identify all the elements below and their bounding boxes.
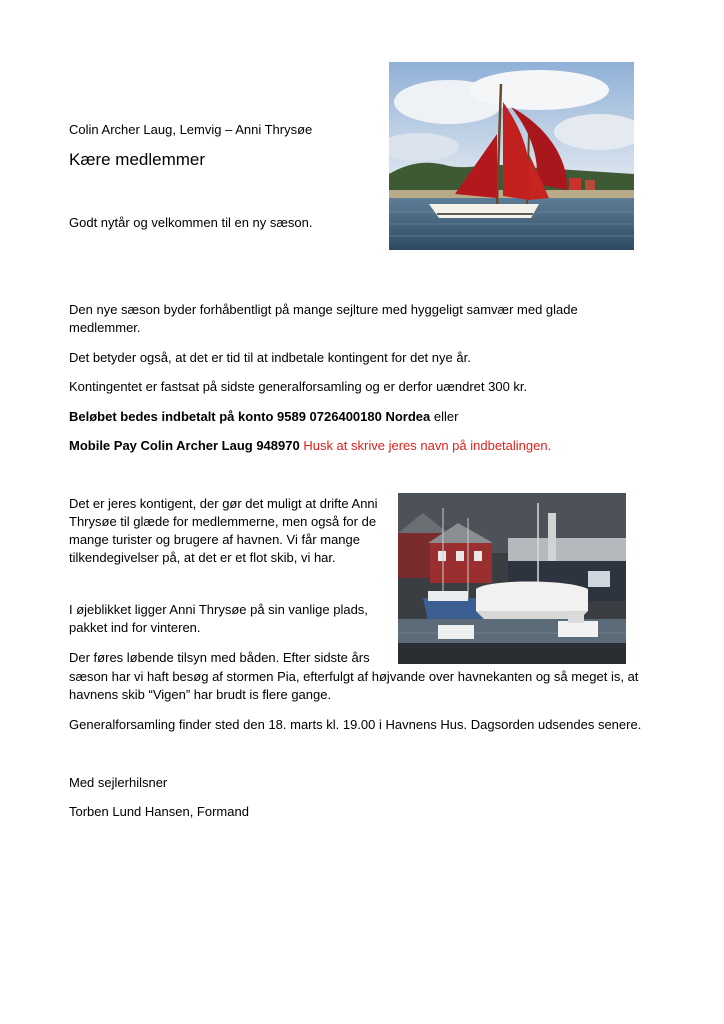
harbour-photo (398, 493, 626, 664)
paragraph-general-assembly: Generalforsamling finder sted den 18. marts kl. 19.00 i Havnens Hus. Dagsorden udsendes senere. (69, 717, 642, 732)
paragraph-storm: sæson har vi haft besøg af stormen Pia, efterfulgt af højvande over havnekanten og så meget is, at havnens skib “Vigen” har brudt is flere gange. (69, 669, 639, 702)
bank-account-text: Beløbet bedes indbetalt på konto 9589 0726400180 Nordea (69, 409, 431, 424)
closing-salutation: Med sejlerhilsner (69, 775, 168, 790)
mobile-pay-text: Mobile Pay Colin Archer Laug 948970 (69, 438, 300, 453)
sailing-ship-photo (389, 62, 634, 250)
payment-bank-line (69, 408, 689, 426)
organization-line: Colin Archer Laug, Lemvig – Anni Thrysøe (69, 122, 313, 137)
signature: Torben Lund Hansen, Formand (69, 804, 249, 819)
payment-mobile-line (69, 437, 709, 455)
paragraph-fee-time: Det betyder også, at det er tid til at indbetale kontingent for det nye år. (69, 350, 471, 365)
paragraph-season: Den nye sæson byder forhåbentligt på mange sejlture med hyggeligt samvær med glade medlemmer. (69, 302, 578, 335)
greeting: Godt nytår og velkommen til en ny sæson. (69, 215, 313, 230)
payment-reminder: Husk at skrive jeres navn på indbetalingen. (299, 438, 552, 453)
paragraph-inspection-start: Der føres løbende tilsyn med båden. Efter sidste års (69, 650, 370, 665)
page-title: Kære medlemmer (69, 150, 206, 169)
paragraph-contribution: Det er jeres kontigent, der gør det muligt at drifte Anni Thrysøe til glæde for medlemmerne, men også for de mange turister og brugere af havnen. Vi får mange tilkendegivelser på, at det er et flot skib, vi har. (69, 496, 378, 565)
paragraph-fee-amount: Kontingentet er fastsat på sidste generalforsamling og er derfor uændret 300 kr. (69, 379, 528, 394)
paragraph-winter-place: I øjeblikket ligger Anni Thrysøe på sin vanlige plads, pakket ind for vinteren. (69, 602, 368, 635)
bank-line-tail: eller (430, 409, 459, 424)
